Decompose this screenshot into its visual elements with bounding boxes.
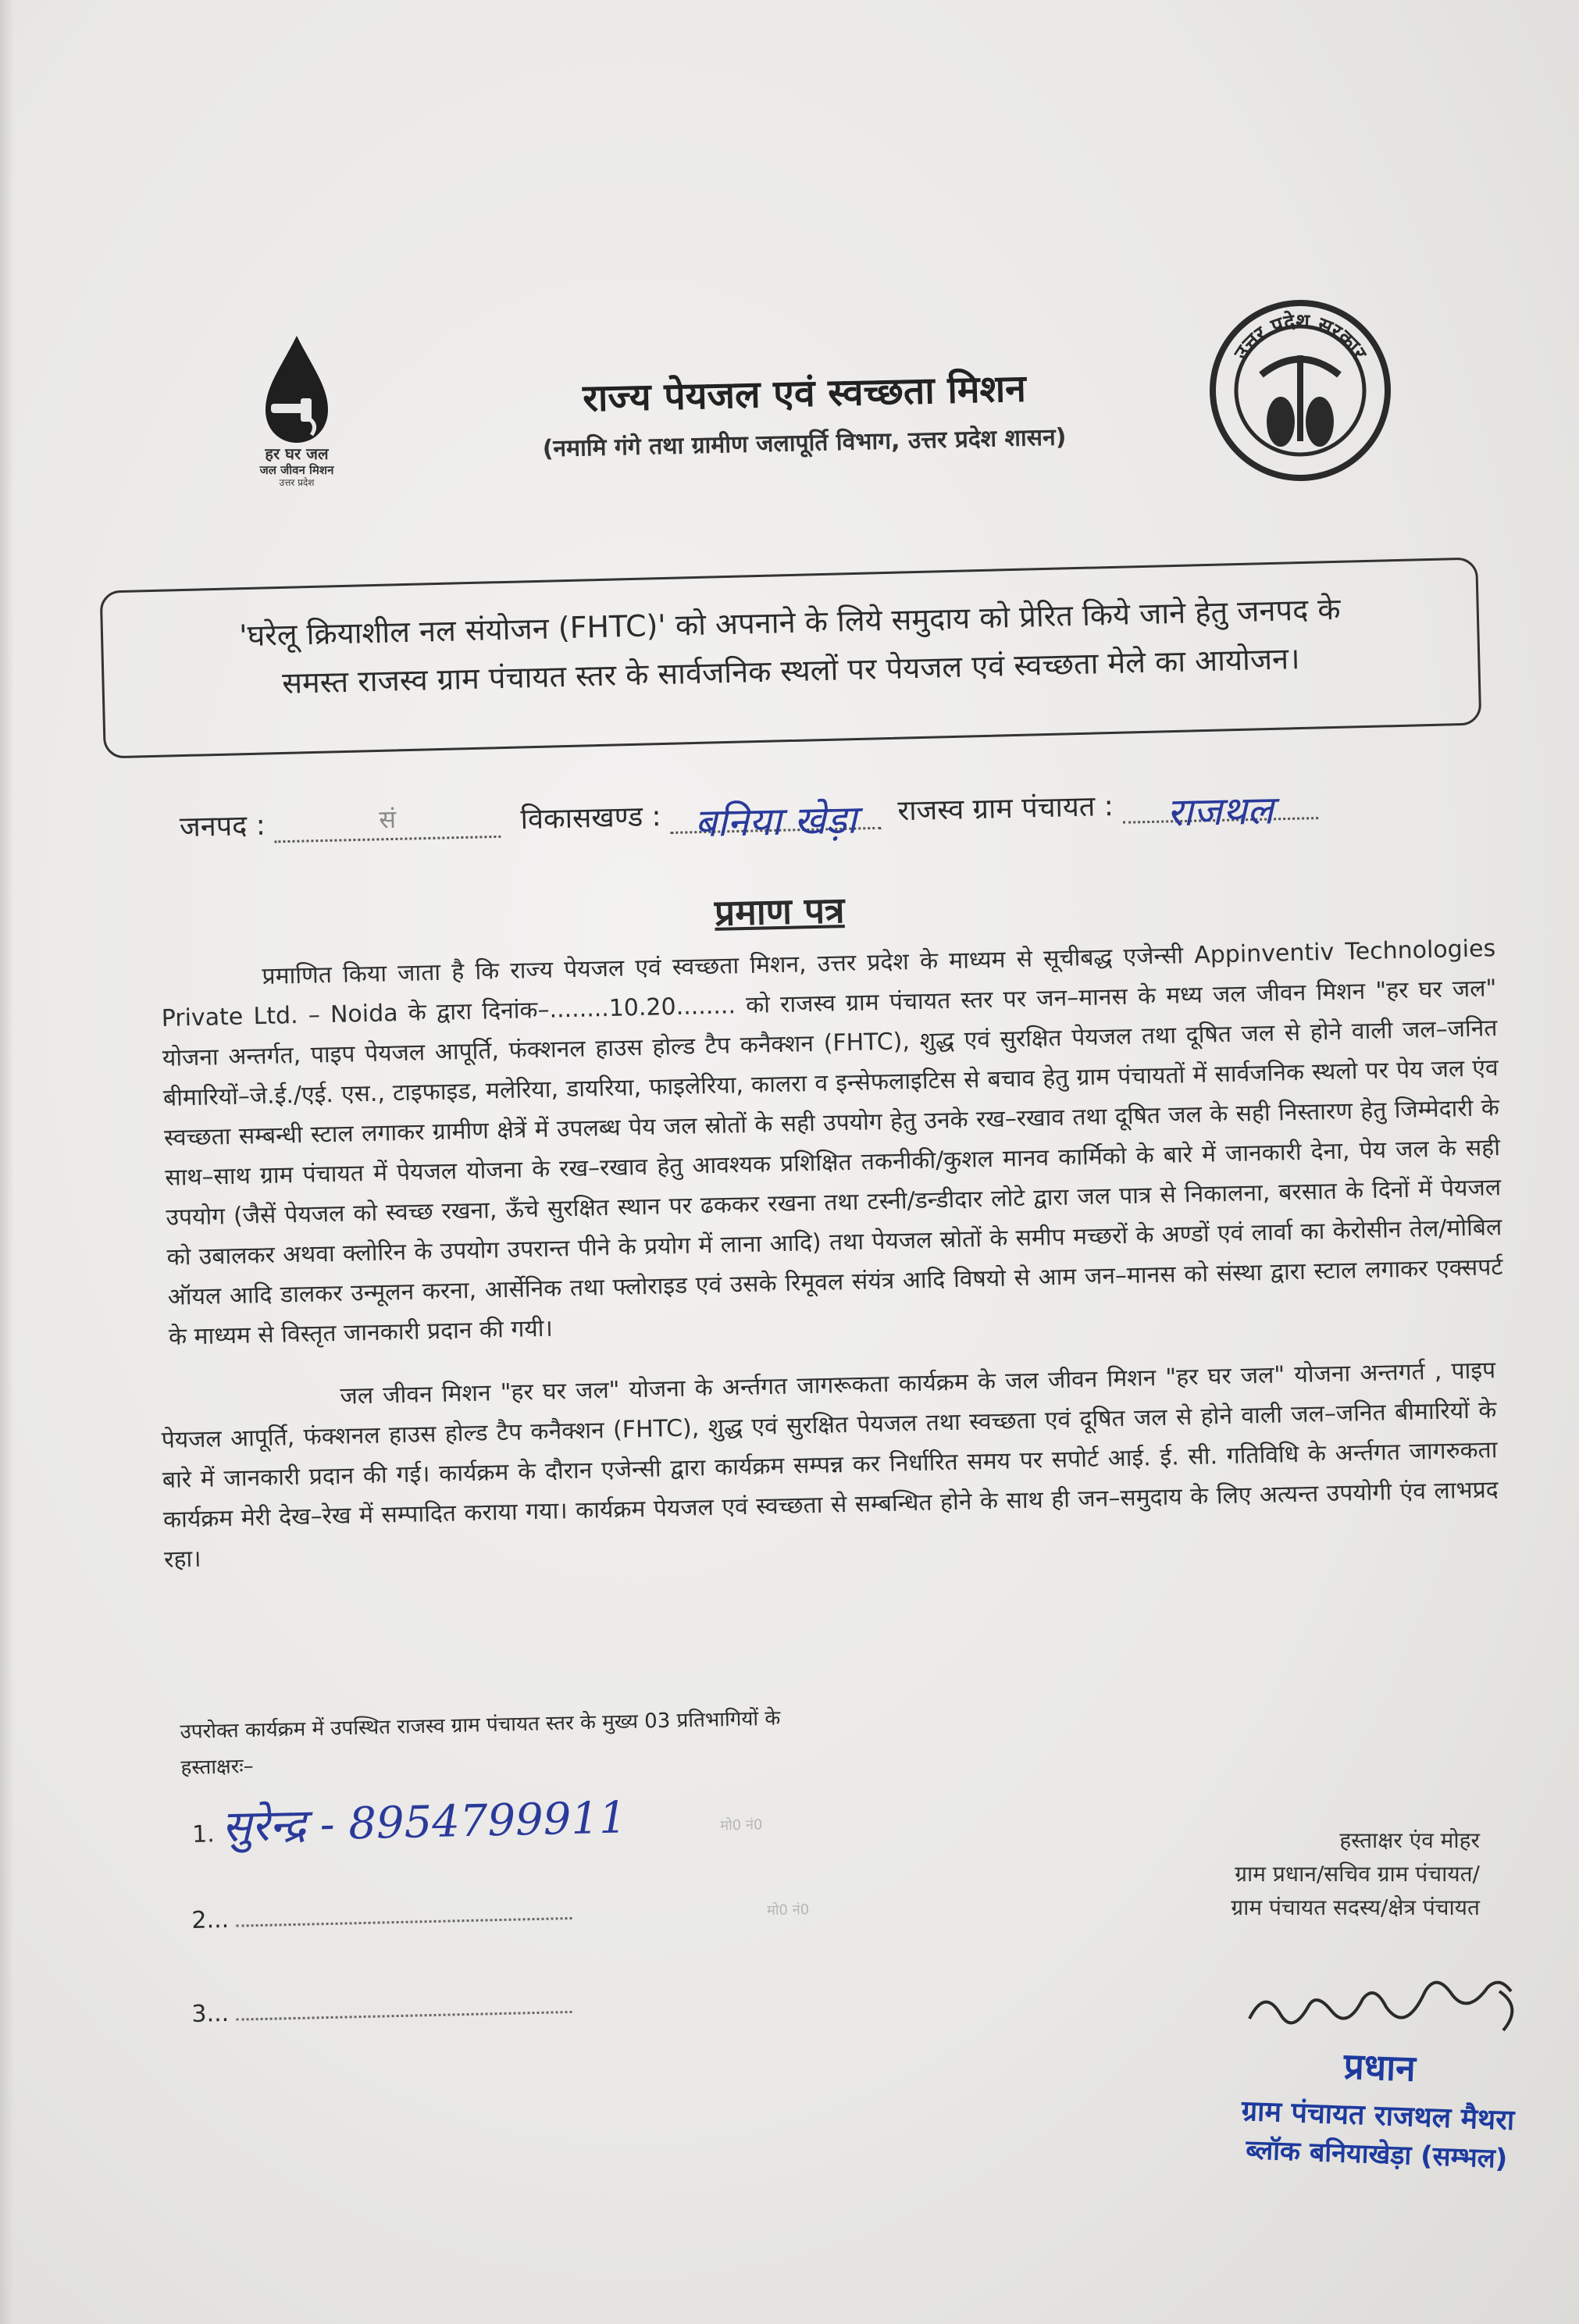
seal-line-2: ग्राम पंचायत राजथल मैथरा (1241, 2094, 1515, 2137)
handwritten-signature (1242, 1976, 1554, 2046)
up-government-emblem (1207, 297, 1394, 484)
janpad-label: जनपद : (179, 809, 266, 844)
signatory-block (1136, 1823, 1480, 1924)
gram-panchayat-value: राजथल (1166, 787, 1274, 836)
har-ghar-jal-logo (223, 332, 371, 488)
signatory-line-1: हस्ताक्षर एंव मोहर (1339, 1827, 1480, 1853)
seal-line-3: ब्लॉक बनियाखेड़ा (सम्भल) (1245, 2134, 1508, 2175)
header-title: राज्य पेयजल एवं स्वच्छता मिशन (582, 366, 1027, 421)
logo-text-2: जल जीवन मिशन (259, 463, 334, 477)
attendance-note (180, 1696, 962, 1786)
mobile-label-2: मो0 नं0 (766, 1902, 810, 1919)
location-fields (179, 779, 1429, 861)
seal-title: प्रधान (1342, 2044, 1417, 2090)
signatures-label: हस्ताक्षरः– (180, 1754, 254, 1780)
gram-panchayat-field (1122, 781, 1318, 836)
vikaskhand-label: विकासखण्ड : (520, 800, 662, 836)
header-subtitle: (नमामि गंगे तथा ग्रामीण जलापूर्ति विभाग, उत्तर प्रदेश शासन) (542, 423, 1067, 463)
participant-num-3: 3... (191, 1999, 230, 2028)
pradhan-signature (1242, 1976, 1554, 2046)
mobile-label-1: मो0 नं0 (720, 1816, 763, 1834)
participant-blank-2 (236, 1897, 572, 1927)
vikaskhand-field (669, 791, 881, 847)
vikaskhand-value: बनिया खेड़ा (693, 797, 857, 847)
signatory-line-2: ग्राम प्रधान/सचिव ग्राम पंचायत/ (1235, 1861, 1480, 1887)
janpad-value: सं (378, 804, 397, 835)
subject-box (100, 557, 1482, 758)
participant-num-2: 2... (191, 1905, 230, 1934)
logo-text-1: हर घर जल (265, 444, 329, 463)
certificate-title: प्रमाण पत्र (714, 889, 846, 934)
janpad-field (274, 800, 501, 843)
subject-line-2: समस्त राजस्व ग्राम पंचायत स्तर के सार्वजनिक स्थलों पर पेयजल एवं स्वच्छता मेले का आयोजन। (281, 641, 1301, 700)
participant-blank-3 (236, 1991, 572, 2021)
gram-panchayat-label: राजस्व ग्राम पंचायत : (896, 790, 1114, 828)
participant-line-3 (191, 1991, 572, 2028)
emblem-icon (1207, 297, 1394, 484)
subject-line-1: 'घरेलू क्रियाशील नल संयोजन (FHTC)' को अपनाने के लिये समुदाय को प्रेरित किये जाने हेतु जनपद के (238, 591, 1341, 654)
logo-text-3: उत्तर प्रदेश (279, 477, 315, 488)
participant-line-1 (191, 1783, 763, 1855)
participant-line-2 (191, 1891, 809, 1934)
water-drop-icon (223, 332, 371, 488)
certificate-paragraph-2: जल जीवन मिशन "हर घर जल" योजना के अर्न्तगत जागरूकता कार्यक्रम के जल जीवन मिशन "हर घर जल" योजना अन्तगर्त , पाइप पेयजल आपूर्ति, फंक्शनल हाउस होल्ड टैप कनैक्शन (FHTC), शुद्ध एवं सुरक्षित पेयजल तथा स्वच्छता एवं दूषित जल से होने वाली जल–जनित बीमारियों के बारे में जानकारी प्रदान की गई। कार्यक्रम के दौरान एजेन्सी द्वारा कार्यक्रम सम्पन्न कर निर्धारित समय पर सपोर्ट आई. ई. सी. गतिविधि के अर्न्तगत जागरुकता कार्यक्रम मेरी देख–रेख में सम्पादित कराया गया। कार्यक्रम पेयजल एवं स्वच्छता से सम्बन्धित होने के साथ ही जन–समुदाय के लिए अत्यन्त उपयोगी एंव लाभप्रद रहा। (161, 1356, 1499, 1574)
certificate-paragraph-1: प्रमाणित किया जाता है कि राज्य पेयजल एवं स्वच्छता मिशन, उत्तर प्रदेश के माध्यम से सूचीबद्ध एजेन्सी Appinventiv Technologies Private Ltd. – Noida के द्वारा दिनांक–........10.20........ को राजस्व ग्राम पंचायत स्तर पर जन–मानस के मध्य जल जीवन मिशन "हर घर जल" योजना अन्तर्गत, पाइप पेयजल आपूर्ति, फंक्शनल हाउस होल्ड टैप कनैक्शन (FHTC), शुद्ध एवं सुरक्षित पेयजल तथा दूषित जल से होने वाली जल–जनित बीमारियों–जे.ई./एई. एस., टाइफाइड, मलेरिया, डायरिया, फाइलेरिया, कालरा व इन्सेफलाइटिस से बचाव हेतु ग्राम पंचायतों में सार्वजनिक स्थलो पर पेय जल एंव स्वच्छता सम्बन्धी स्टाल लगाकर ग्रामीण क्षेत्रें में उपलब्ध पेय जल स्रोतों के सही उपयोग हेतु उनके रख–रखाव तथा दूषित जल के सही निस्तारण हेतु जिम्मेदारी के साथ–साथ ग्राम पंचायत में पेयजल योजना के रख–रखाव हेतु आवश्यक प्रशिक्षित तकनीकी/कुशल मानव कार्मिको के बारे में जानकारी देना, पेय जल के सही उपयोग (जैसें पेयजल को स्वच्छ रखना, ऊँचे सुरक्षित स्थान पर ढककर रखना तथा टस्नी/डन्डीदार लोटे द्वारा जल पात्र से निकालना, बरसात के दिनों में पेयजल को उबालकर अथवा क्लोरिन के उपयोग उपरान्त पीने के प्रयोग में लाना आदि) तथा पेयजल स्रोतों के समीप मच्छरों के अण्डों एवं लार्वा का केरोसीन तेल/मोबिल ऑयल आदि डालकर उन्मूलन करना, आर्सेनिक तथा फ्लोराइड एवं उसके रिमूवल संयंत्र आदि विषयो से आम जन–मानस को संस्था द्वारा स्टाल लगाकर एक्सपर्ट के माध्यम से विस्तृत जानकारी प्रदान की गयी। (161, 935, 1503, 1351)
signatory-line-3: ग्राम पंचायत सदस्य/क्षेत्र पंचायत (1231, 1894, 1480, 1920)
participant-entry-1: सुरेन्द्र - 8954799911 (221, 1792, 628, 1853)
attendance-note-text: उपरोक्त कार्यक्रम में उपस्थित राजस्व ग्राम पंचायत स्तर के मुख्य 03 प्रतिभागियों के (180, 1706, 781, 1744)
pradhan-seal (1173, 2035, 1579, 2178)
paper-edge-shadow (0, 0, 14, 2324)
participant-num-1: 1. (191, 1820, 216, 1848)
emblem-text: उत्तर प्रदेश सरकार (1229, 309, 1371, 365)
